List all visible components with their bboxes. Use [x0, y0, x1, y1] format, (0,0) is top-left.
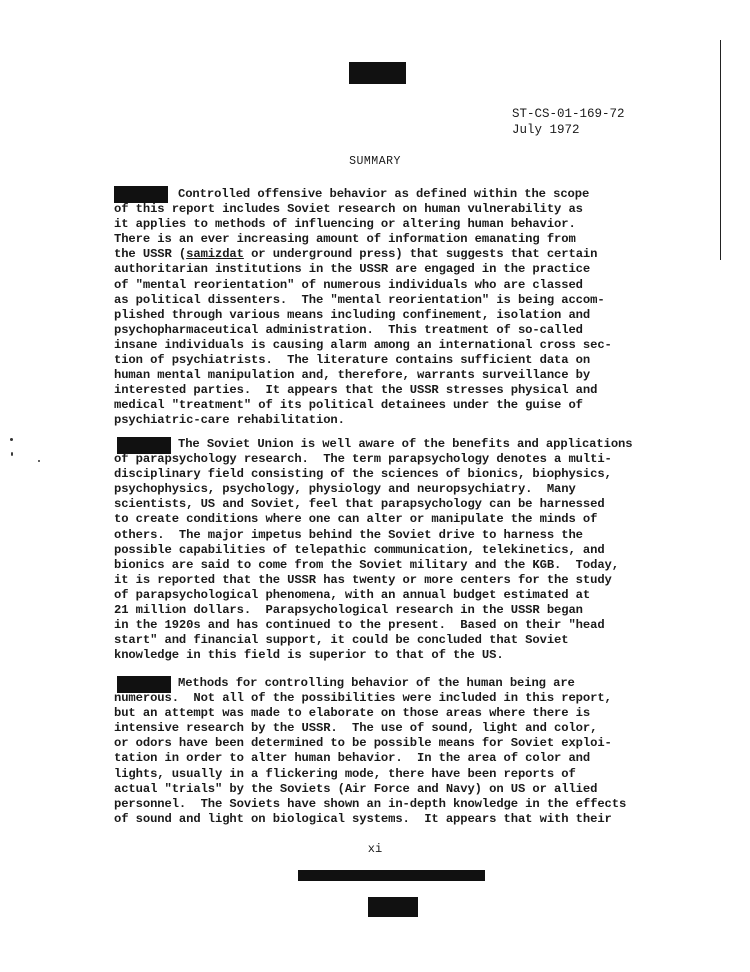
redaction-bottom-bar [298, 870, 485, 881]
page-number: xi [367, 842, 383, 856]
text-line: of parapsychology research. The term parapsychology denotes a multi- [114, 452, 612, 467]
underlined-term: samizdat [186, 247, 244, 262]
text-line: of sound and light on biological systems. It appears that with their [114, 811, 612, 826]
document-code-block [512, 106, 625, 138]
text-line: others. The major impetus behind the Soviet drive to harness the [114, 527, 583, 542]
scan-edge-line [720, 40, 721, 260]
text-line: medical "treatment" of its political detainees under the guise of [114, 398, 583, 413]
text-line: intensive research by the USSR. The use of sound, light and color, [114, 721, 598, 736]
text-line: to create conditions where one can alter or manipulate the minds of [114, 512, 598, 527]
scan-speck [11, 452, 13, 456]
text-line: in the 1920s and has continued to the present. Based on their "head [114, 618, 605, 633]
text-fragment: the USSR ( [114, 247, 187, 262]
document-date: July 1972 [512, 123, 580, 137]
document-number: ST-CS-01-169-72 [512, 107, 625, 121]
scan-speck [10, 438, 13, 441]
text-line: insane individuals is causing alarm among an international cross sec- [114, 337, 612, 352]
text-line: authoritarian institutions in the USSR are engaged in the practice [114, 262, 591, 277]
text-line: of this report includes Soviet research on human vulnerability as [114, 202, 583, 217]
text-line: knowledge in this field is superior to that of the US. [114, 648, 504, 663]
scan-speck [38, 460, 40, 462]
text-line: possible capabilities of telepathic communication, telekinetics, and [114, 542, 605, 557]
text-line: The Soviet Union is well aware of the benefits and applications [178, 437, 633, 451]
text-line: it is reported that the USSR has twenty or more centers for the study [114, 572, 612, 587]
text-line: bionics are said to come from the Soviet military and the KGB. Today, [114, 557, 619, 572]
text-line: Controlled offensive behavior as defined within the scope [178, 187, 590, 201]
paragraph-2 [114, 437, 659, 663]
text-line: scientists, US and Soviet, feel that parapsychology can be harnessed [114, 497, 605, 512]
redaction-bottom-block [368, 897, 418, 917]
text-line: actual "trials" by the Soviets (Air Force and Navy) on US or allied [114, 781, 598, 796]
text-line: of parapsychological phenomena, with an annual budget estimated at [114, 587, 591, 602]
text-line: tation in order to alter human behavior. In the area of color and [114, 751, 591, 766]
text-line [114, 247, 659, 262]
redaction-top [349, 62, 406, 84]
text-line: disciplinary field consisting of the sciences of bionics, biophysics, [114, 467, 612, 482]
text-line: interested parties. It appears that the USSR stresses physical and [114, 383, 598, 398]
text-line: but an attempt was made to elaborate on those areas where there is [114, 706, 591, 721]
text-line: human mental manipulation and, therefore, warrants surveillance by [114, 368, 591, 383]
text-line: it applies to methods of influencing or altering human behavior. [114, 217, 576, 232]
text-line: personnel. The Soviets have shown an in-depth knowledge in the effects [114, 796, 627, 811]
paragraph-1 [114, 187, 659, 429]
text-line: 21 million dollars. Parapsychological research in the USSR began [114, 603, 583, 618]
text-line: of "mental reorientation" of numerous individuals who are classed [114, 277, 583, 292]
text-line: There is an ever increasing amount of information emanating from [114, 232, 576, 247]
text-line: start" and financial support, it could be concluded that Soviet [114, 633, 569, 648]
text-line: psychopharmaceutical administration. This treatment of so-called [114, 322, 583, 337]
text-line: plished through various means including confinement, isolation and [114, 307, 591, 322]
text-line: Methods for controlling behavior of the human being are [178, 676, 575, 690]
text-line: lights, usually in a flickering mode, there have been reports of [114, 766, 576, 781]
text-fragment: or underground press) that suggests that certain [251, 247, 598, 262]
text-line: psychiatric-care rehabilitation. [114, 413, 345, 428]
text-line: psychophysics, psychology, physiology and neuropsychiatry. Many [114, 482, 576, 497]
text-line: or odors have been determined to be possible means for Soviet exploi- [114, 736, 612, 751]
text-line: numerous. Not all of the possibilities were included in this report, [114, 691, 612, 706]
page-title: SUMMARY [349, 155, 401, 168]
paragraph-3 [114, 676, 659, 827]
text-line: tion of psychiatrists. The literature contains sufficient data on [114, 353, 591, 368]
text-line: as political dissenters. The "mental reorientation" is being accom- [114, 292, 605, 307]
